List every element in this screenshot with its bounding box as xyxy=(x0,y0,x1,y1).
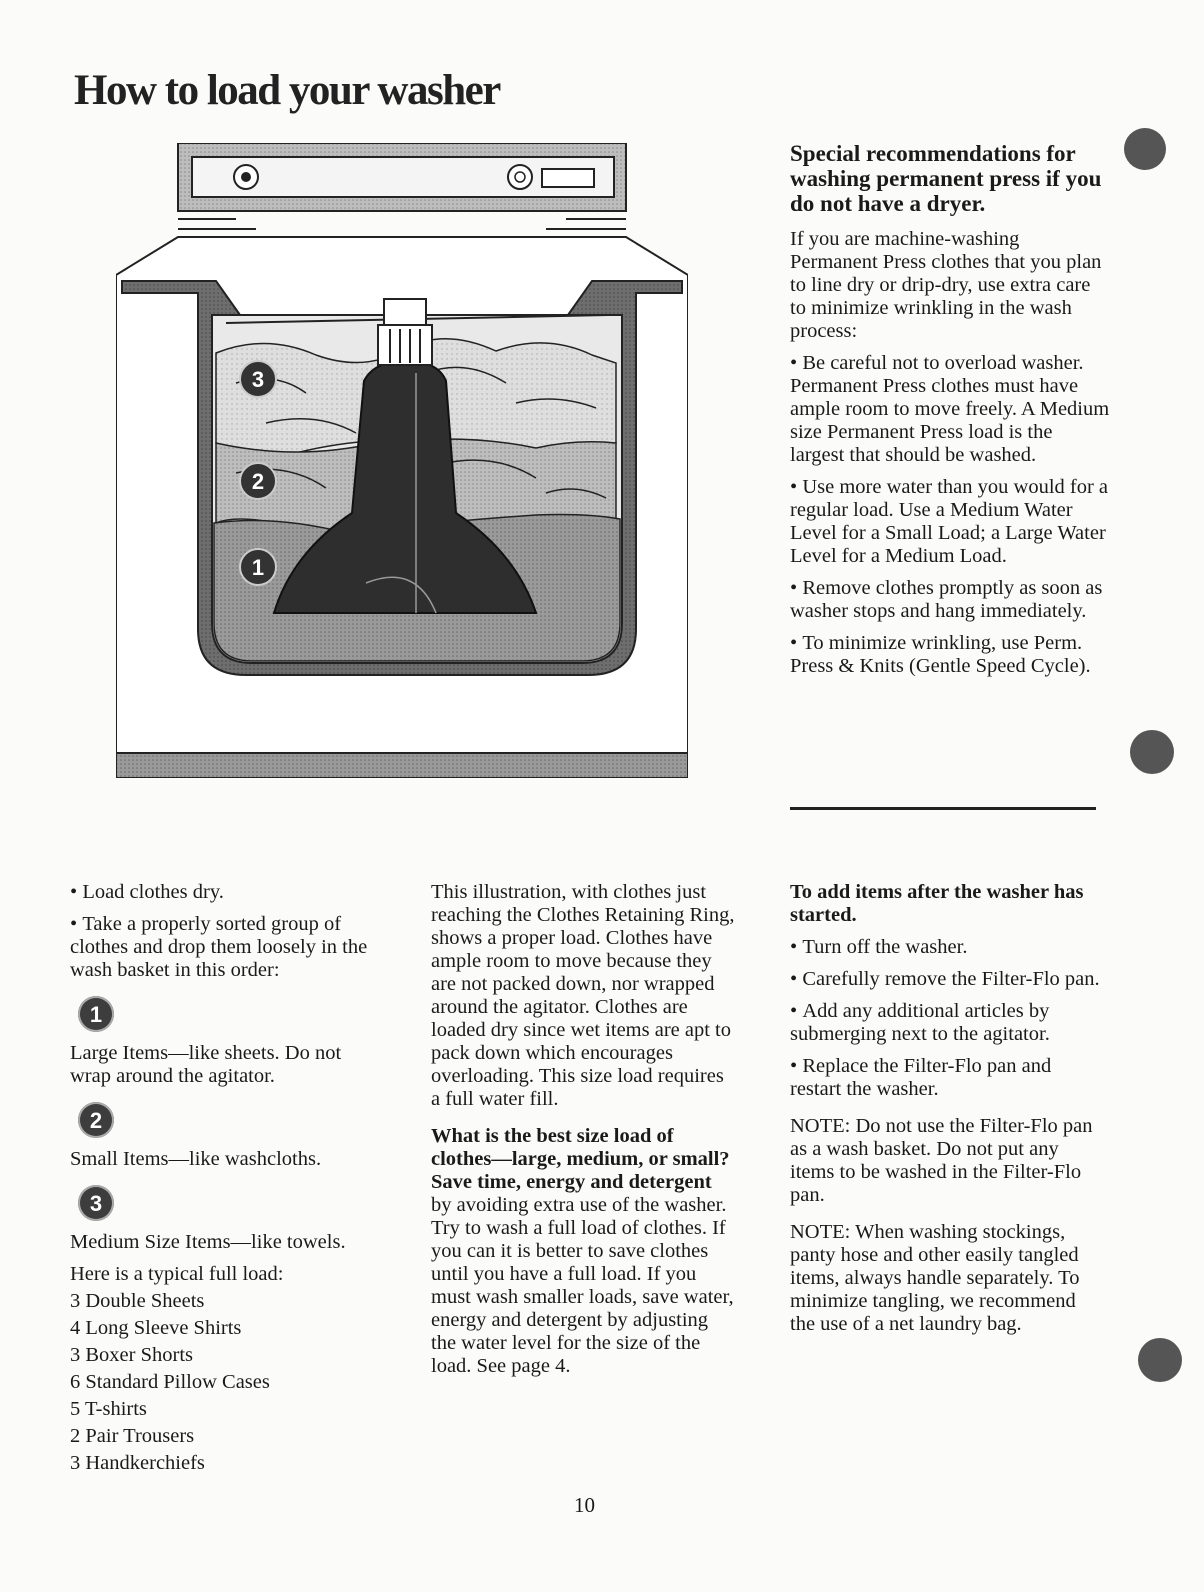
label-2-text: 2 xyxy=(251,469,265,494)
step-text: Large Items—like sheets. Do not wrap around the agitator. xyxy=(70,1042,342,1087)
load-item: 2 Pair Trousers xyxy=(70,1425,195,1447)
filter-flo-pan xyxy=(384,299,426,325)
divider-rule xyxy=(790,807,1096,810)
special-bullet: • Be careful not to overload washer. Permanent Press clothes must have ample room to move freely. A Medium size Permanent Press load is the largest that should be washed. xyxy=(790,352,1110,467)
special-heading: Special recommendations for washing permanent press if you do not have a dryer. xyxy=(790,141,1102,216)
special-recommendations xyxy=(790,141,1110,687)
label-3-text: 3 xyxy=(251,367,265,392)
add-items-bullet: • Add any additional articles by submerging next to the agitator. xyxy=(790,1000,1100,1046)
load-item: 3 Handkerchiefs xyxy=(70,1452,205,1474)
typical-load-intro: Here is a typical full load: xyxy=(70,1263,284,1285)
middle-para-2 xyxy=(431,1125,736,1378)
step-number-icon: 2 xyxy=(78,1102,114,1138)
special-bullet: • Remove clothes promptly as soon as washer stops and hang immediately. xyxy=(790,577,1110,623)
special-intro: If you are machine-washing Permanent Press clothes that you plan to line dry or drip-dry, use extra care to minimize wrinkling in the wash process: xyxy=(790,228,1102,342)
step-number-icon: 1 xyxy=(78,996,114,1032)
indicator-window xyxy=(542,169,594,187)
left-bullet: • Load clothes dry. xyxy=(70,881,370,904)
add-items-heading: To add items after the washer has started. xyxy=(790,881,1084,926)
note-1: NOTE: Do not use the Filter-Flo pan as a wash basket. Do not put any items to be washed in the Filter-Flo pan. xyxy=(790,1115,1093,1206)
label-2-circle xyxy=(240,463,276,499)
punch-hole-icon xyxy=(1138,1338,1182,1382)
page-title: How to load your washer xyxy=(74,67,500,114)
middle-para-2-rest: by avoiding extra use of the washer. Try to wash a full load of clothes. If you can it is better to save clothes until you have a full load. If you must wash smaller loads, save water, energy and detergent by adjusting the water level for the size of the load. See page 4. xyxy=(431,1194,734,1377)
left-bullet: • Take a properly sorted group of clothes and drop them loosely in the wash basket in this order: xyxy=(70,913,370,982)
page-number: 10 xyxy=(574,1493,595,1517)
right-column xyxy=(790,881,1100,1345)
middle-para-1: This illustration, with clothes just reaching the Clothes Retaining Ring, shows a proper load. Clothes have ample room to move because they are not packed down, nor wrapped around the agitator. Clothes are loaded dry since wet items are apt to pack down which encourages overloading. This size load requires a full water fill. xyxy=(431,881,735,1110)
label-1-circle xyxy=(240,549,276,585)
load-item: 3 Double Sheets xyxy=(70,1290,205,1312)
punch-hole-icon xyxy=(1124,128,1166,170)
step-number-icon: 3 xyxy=(78,1185,114,1221)
special-bullet: • Use more water than you would for a regular load. Use a Medium Water Level for a Small Load; a Large Water Level for a Medium Load. xyxy=(790,476,1110,568)
step-text: Medium Size Items—like towels. xyxy=(70,1231,346,1253)
add-items-bullet: • Carefully remove the Filter-Flo pan. xyxy=(790,968,1100,991)
left-column xyxy=(70,881,370,1477)
middle-para-2-bold: What is the best size load of clothes—large, medium, or small? Save time, energy and detergent xyxy=(431,1125,730,1193)
add-items-bullet: • Turn off the washer. xyxy=(790,936,1100,959)
middle-column xyxy=(431,881,736,1387)
step-text: Small Items—like washcloths. xyxy=(70,1148,322,1170)
control-knob-right xyxy=(508,165,532,189)
typical-load-list xyxy=(70,1288,370,1477)
punch-hole-icon xyxy=(1130,730,1174,774)
load-item: 4 Long Sleeve Shirts xyxy=(70,1317,242,1339)
label-3-circle xyxy=(240,361,276,397)
washer-illustration xyxy=(116,143,688,778)
label-1-text: 1 xyxy=(251,555,265,580)
note-2: NOTE: When washing stockings, panty hose and other easily tangled items, always handle separately. To minimize tangling, we recommend the use of a net laundry bag. xyxy=(790,1221,1080,1335)
load-item: 5 T-shirts xyxy=(70,1398,147,1420)
add-items-bullet: • Replace the Filter-Flo pan and restart the washer. xyxy=(790,1055,1100,1101)
load-item: 3 Boxer Shorts xyxy=(70,1344,193,1366)
special-bullet: • To minimize wrinkling, use Perm. Press & Knits (Gentle Speed Cycle). xyxy=(790,632,1110,678)
load-item: 6 Standard Pillow Cases xyxy=(70,1371,270,1393)
